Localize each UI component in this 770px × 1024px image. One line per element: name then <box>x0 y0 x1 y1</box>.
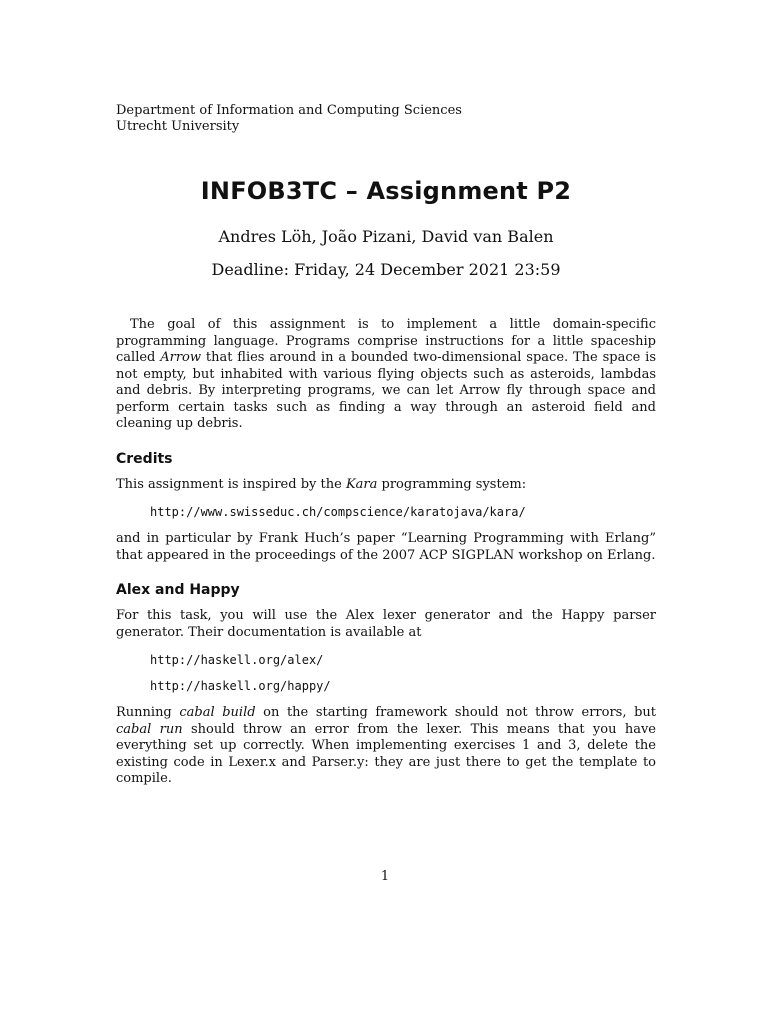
department-line: Department of Information and Computing Sciences <box>116 103 462 118</box>
kara-url: http://www.swisseduc.ch/compscience/karatojava/kara/ <box>150 505 526 519</box>
alex-happy-paragraph-2 <box>116 705 656 788</box>
happy-url: http://haskell.org/happy/ <box>150 679 331 693</box>
authors-line: Andres Löh, João Pizani, David van Balen <box>218 227 554 246</box>
intro-text-1: The goal of this assignment is to implement a little domain-specific programming language. Programs comprise instructions for a little spaceship called <box>116 317 656 365</box>
credits-paragraph-1 <box>116 477 656 494</box>
document-title: INFOB3TC – Assignment P2 <box>200 177 572 205</box>
kara-name: Kara <box>345 476 378 492</box>
credits-text-1: This assignment is inspired by the <box>116 476 346 492</box>
cabal-run-command: cabal run <box>116 721 183 737</box>
document-page <box>116 103 656 788</box>
intro-text-2: that flies around in a bounded two-dimensional space. The space is not empty, but inhabited with various flying objects such as asteroids, lambdas and debris. By interpreting programs, we can let Arrow fly through space and perform certain tasks such as finding a way through an asteroid field and cleaning up debris. <box>116 350 656 431</box>
credits-text-2: programming system: <box>377 476 527 492</box>
credits-paragraph-2: and in particular by Frank Huch’s paper “Learning Programming with Erlang” that appeared in the proceedings of the 2007 ACP SIGPLAN workshop on Erlang. <box>116 531 656 563</box>
page-number: 1 <box>380 869 390 884</box>
alex-happy-text-3: should throw an error from the lexer. This means that you have everything set up correctly. When implementing exercises 1 and 3, delete the existing code in Lexer.x and Parser.y: they are just there to get the template to compile. <box>116 721 656 786</box>
credits-heading: Credits <box>116 450 173 467</box>
alex-happy-text-1: Running <box>116 705 180 720</box>
arrow-name: Arrow <box>160 350 201 365</box>
alex-url: http://haskell.org/alex/ <box>150 653 324 667</box>
alex-happy-paragraph-1: For this task, you will use the Alex lexer generator and the Happy parser generator. Their documentation is available at <box>116 608 656 640</box>
cabal-build-command: cabal build <box>179 705 256 720</box>
alex-happy-heading: Alex and Happy <box>116 582 240 598</box>
intro-paragraph <box>116 317 656 433</box>
alex-happy-text-2: on the starting framework should not throw errors, but <box>255 705 656 720</box>
university-line: Utrecht University <box>116 119 240 134</box>
deadline-line: Deadline: Friday, 24 December 2021 23:59 <box>211 260 561 279</box>
